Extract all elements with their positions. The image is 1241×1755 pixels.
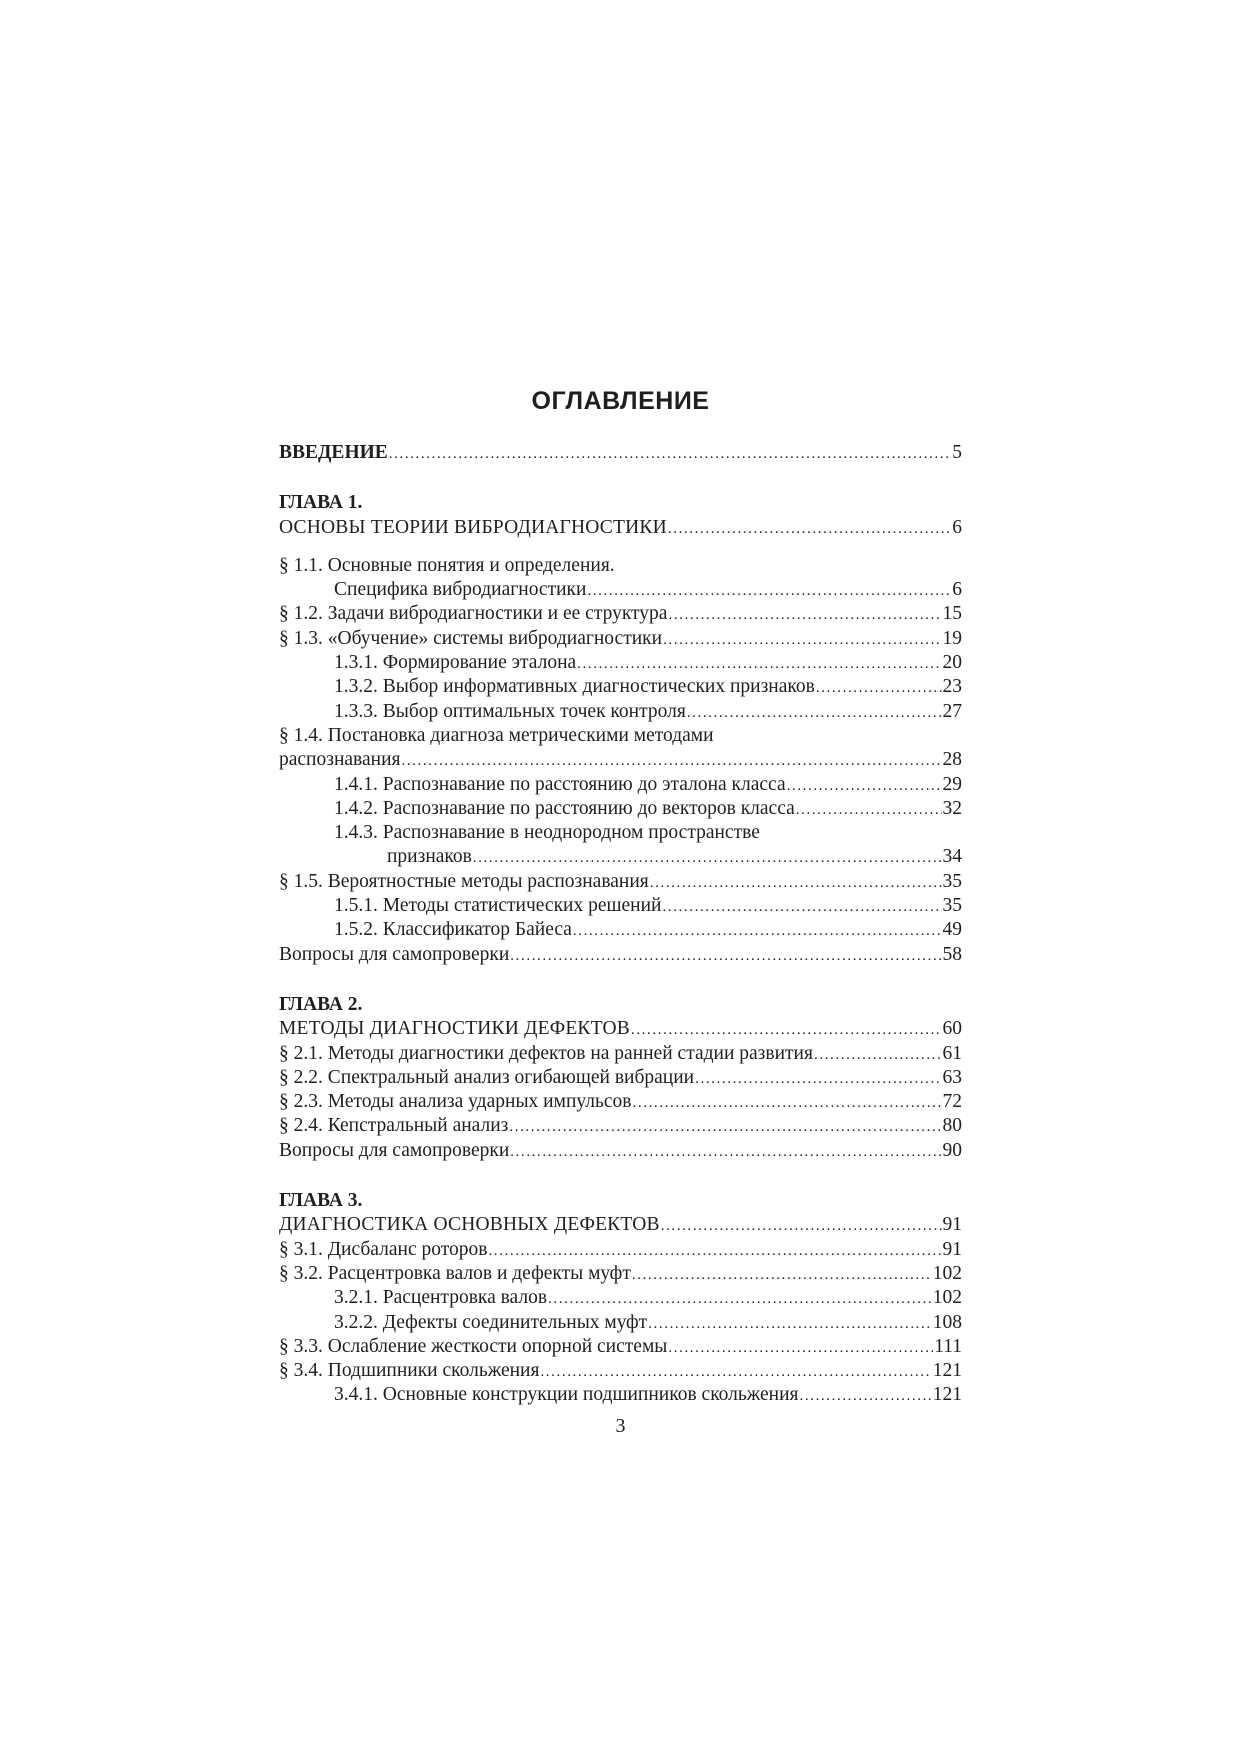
toc-entry-page: 91 [942, 1214, 962, 1236]
toc-entry-label: 1.3.1. Формирование эталона [334, 652, 577, 674]
toc-entry-label: распознавания [279, 749, 401, 771]
toc-entry-label: 1.3.3. Выбор оптимальных точек контроля [334, 700, 686, 722]
leader-dots [650, 871, 942, 895]
toc-entry-page: 49 [942, 919, 962, 941]
toc-entry-page: 121 [932, 1384, 962, 1406]
toc-entry-label: § 3.1. Дисбаланс роторов [279, 1238, 488, 1260]
toc-entry[interactable] [279, 918, 962, 942]
toc-entry[interactable] [279, 602, 962, 626]
leader-dots [632, 1263, 932, 1287]
toc-entry-label: § 3.2. Расцентровка валов и дефекты муфт [279, 1262, 631, 1284]
toc-entry-label: Специфика вибродиагностики [334, 579, 587, 601]
toc-entry-page: 35 [942, 895, 962, 917]
chapter-heading: ГЛАВА 2. [279, 993, 363, 1015]
leader-dots [695, 1067, 941, 1091]
toc-entry-label: § 1.3. «Обучение» системы вибродиагностики [279, 627, 663, 649]
toc-entry-label: § 3.4. Подшипники скольжения [279, 1360, 540, 1382]
toc-entry-label: § 1.2. Задачи вибродиагностики и ее структура [279, 603, 668, 625]
page-title: ОГЛАВЛЕНИЕ [531, 387, 710, 415]
toc-entry-line1: § 1.4. Постановка диагноза метрическими методами [279, 724, 714, 746]
toc-entry-page: 27 [942, 700, 962, 722]
toc-entry-page: 61 [942, 1042, 962, 1064]
chapter-heading: ГЛАВА 3. [279, 1190, 363, 1212]
toc-entry-label: МЕТОДЫ ДИАГНОСТИКИ ДЕФЕКТОВ [279, 1018, 630, 1040]
toc-entry[interactable] [279, 1359, 962, 1383]
leader-dots [402, 749, 942, 773]
toc-entry-label: 1.4.1. Распознавание по расстоянию до эталона класса [334, 773, 786, 795]
leader-dots [633, 1091, 942, 1115]
toc-entry-label: 3.2.2. Дефекты соединительных муфт [334, 1311, 648, 1333]
toc-entry-page: 20 [942, 652, 962, 674]
leader-dots [668, 603, 941, 627]
toc-entry[interactable] [279, 1114, 962, 1138]
leader-dots [389, 442, 951, 466]
toc-entry-page: 90 [942, 1139, 962, 1161]
toc-entry-label: 3.2.1. Расцентровка валов [334, 1287, 548, 1309]
toc-entry-intro[interactable] [279, 441, 962, 465]
page-number: 3 [615, 1415, 626, 1437]
toc-entry-label: ОСНОВЫ ТЕОРИИ ВИБРОДИАГНОСТИКИ [279, 516, 667, 538]
toc-entry[interactable] [279, 870, 962, 894]
toc-entry-chapter-title[interactable] [279, 1213, 962, 1237]
leader-dots [816, 676, 942, 700]
toc-entry[interactable] [279, 1383, 962, 1407]
toc-entry[interactable] [279, 1311, 962, 1335]
toc-entry[interactable] [279, 1139, 962, 1163]
toc-entry-label: § 2.2. Спектральный анализ огибающей вибрации [279, 1066, 695, 1088]
toc-entry-page: 108 [932, 1311, 962, 1333]
leader-dots [548, 1287, 932, 1311]
toc-entry-chapter-title[interactable] [279, 1017, 962, 1041]
leader-dots [668, 1336, 933, 1360]
leader-dots [663, 895, 942, 919]
chapter-heading: ГЛАВА 1. [279, 492, 363, 514]
toc-entry-page: 19 [942, 627, 962, 649]
toc-entry-label: Вопросы для самопроверки [279, 1139, 510, 1161]
toc-entry[interactable] [279, 773, 962, 797]
table-of-contents [279, 441, 962, 1408]
toc-entry[interactable] [279, 1042, 962, 1066]
leader-dots [631, 1018, 942, 1042]
toc-entry-label: признаков [387, 846, 472, 868]
toc-entry-page: 80 [942, 1115, 962, 1137]
toc-entry[interactable] [279, 578, 962, 602]
toc-entry-line1: § 1.1. Основные понятия и определения. [279, 554, 615, 576]
toc-entry[interactable] [279, 627, 962, 651]
toc-entry-label: § 2.3. Методы анализа ударных импульсов [279, 1091, 632, 1113]
toc-entry-label: 1.5.1. Методы статистических решений [334, 895, 662, 917]
leader-dots [796, 798, 942, 822]
toc-entry[interactable] [279, 1090, 962, 1114]
toc-entry-page: 34 [942, 846, 962, 868]
toc-entry-line1: 1.4.3. Распознавание в неоднородном пространстве [334, 822, 760, 844]
leader-dots [473, 846, 942, 870]
toc-entry-page: 35 [942, 870, 962, 892]
toc-entry[interactable] [279, 1066, 962, 1090]
toc-entry-label: § 2.1. Методы диагностики дефектов на ранней стадии развития [279, 1042, 813, 1064]
toc-entry-page: 111 [934, 1335, 962, 1357]
toc-entry-page: 15 [942, 603, 962, 625]
toc-entry-label: § 3.3. Ослабление жесткости опорной системы [279, 1335, 668, 1357]
toc-entry-label: 3.4.1. Основные конструкции подшипников скольжения [334, 1384, 799, 1406]
toc-entry-page: 60 [942, 1018, 962, 1040]
toc-entry-label: 1.3.2. Выбор информативных диагностических признаков [334, 676, 815, 698]
toc-entry[interactable] [279, 845, 962, 869]
toc-entry-label: ДИАГНОСТИКА ОСНОВНЫХ ДЕФЕКТОВ [279, 1214, 660, 1236]
toc-entry[interactable] [279, 700, 962, 724]
toc-entry-page: 63 [942, 1066, 962, 1088]
toc-entry-label: § 2.4. Кепстральный анализ [279, 1115, 509, 1137]
leader-dots [510, 1140, 941, 1164]
leader-dots [509, 1115, 941, 1139]
toc-entry[interactable] [279, 1262, 962, 1286]
leader-dots [800, 1384, 932, 1408]
toc-entry-label: 1.4.2. Распознавание по расстоянию до векторов класса [334, 797, 795, 819]
leader-dots [663, 628, 941, 652]
toc-entry[interactable] [279, 651, 962, 675]
leader-dots [488, 1239, 941, 1263]
toc-entry-page: 6 [952, 579, 962, 601]
leader-dots [573, 919, 942, 943]
toc-entry-page: 23 [942, 676, 962, 698]
toc-entry-label: ВВЕДЕНИЕ [279, 442, 388, 463]
toc-entry[interactable] [279, 675, 962, 699]
toc-entry-page: 102 [932, 1262, 962, 1284]
toc-entry-page: 102 [932, 1287, 962, 1309]
toc-entry-page: 121 [932, 1360, 962, 1382]
toc-entry-page: 58 [942, 943, 962, 965]
toc-entry[interactable] [279, 894, 962, 918]
leader-dots [814, 1043, 942, 1067]
toc-entry-label: § 1.5. Вероятностные методы распознавания [279, 870, 649, 892]
toc-entry-page: 28 [942, 749, 962, 771]
toc-entry[interactable] [279, 1286, 962, 1310]
toc-entry[interactable] [279, 1238, 962, 1262]
toc-entry[interactable] [279, 943, 962, 967]
leader-dots [577, 652, 941, 676]
toc-entry-label: Вопросы для самопроверки [279, 943, 510, 965]
toc-entry[interactable] [279, 1335, 962, 1359]
leader-dots [687, 701, 942, 725]
leader-dots [648, 1312, 932, 1336]
toc-entry[interactable] [279, 797, 962, 821]
toc-entry-page: 91 [942, 1238, 962, 1260]
leader-dots [510, 944, 941, 968]
leader-dots [540, 1360, 931, 1384]
leader-dots [661, 1214, 942, 1238]
toc-entry-page: 29 [942, 773, 962, 795]
toc-entry[interactable] [279, 748, 962, 772]
toc-entry-chapter-title[interactable] [279, 516, 962, 540]
toc-entry-page: 5 [952, 442, 962, 463]
toc-entry-label: 1.5.2. Классификатор Байеса [334, 919, 572, 941]
toc-entry-page: 32 [942, 797, 962, 819]
toc-entry-page: 6 [952, 516, 962, 538]
toc-entry-page: 72 [942, 1091, 962, 1113]
leader-dots [787, 774, 942, 798]
leader-dots [668, 517, 951, 541]
leader-dots [587, 579, 951, 603]
